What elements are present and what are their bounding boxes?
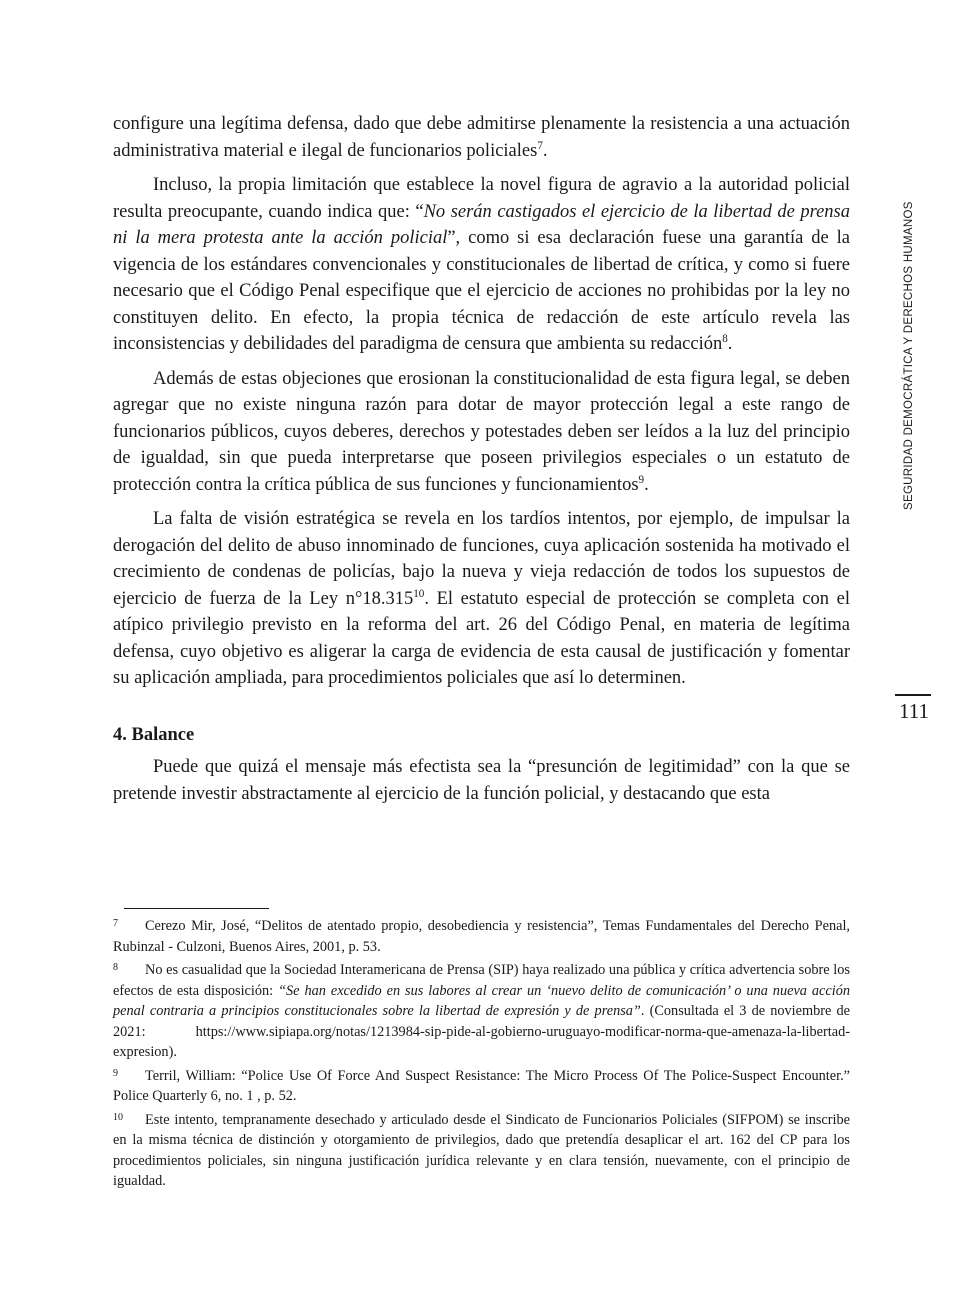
paragraph-3: Además de estas objeciones que erosionan la constitucionalidad de esta figura legal, se deben agregar que no existe ninguna razón para dotar de mayor protección legal a este rango de funcionarios públicos, cuyos deberes, derechos y potestades deben ser leídos a la luz del principio de igualdad, sin que pueda interpretarse que poseen privilegios especiales o un estatuto de protección contra la crítica pública de sus funciones y funcionamientos$^9$. (113, 368, 850, 495)
footnote-8: 8 No es casualidad que la Sociedad Interamericana de Prensa (SIP) haya realizado una pública y crítica advertencia sobre los efectos de esta disposición: “Se han excedido en sus labores al crear un ‘nuevo delito de comunicación’ o una nueva acción penal contraria a principios constitucionales sobre la libertad de expresión y de prensa”. (Consultada el 3 de noviembre de 2021: https://www.sipiapa.org/notas/1213984-sip-pide-al-gobierno-uruguayo-modificar-norma-que-amenaza-la-libertad-expresion). (113, 958, 850, 1063)
footnote-number: 9 (113, 1067, 118, 1079)
page-number: 111 (899, 699, 929, 723)
footnote-number: 10 (113, 1111, 123, 1123)
footnote-10: 10 Este intento, tempranamente desechado y articulado desde el Sindicato de Funcionarios Policiales (SIFPOM) se inscribe en la misma técnica de distinción y otorgamiento de privilegios, dado que pretendía desaplicar el art. 162 del CP para los procedimientos policiales, sin ninguna justificación jurídica relevante y en clara tensión, nuevamente, con el principio de igualdad. (113, 1108, 850, 1192)
footnote-7: 7 Cerezo Mir, José, “Delitos de atentado propio, desobediencia y resistencia”, Temas Fundamentales del Derecho Penal, Rubinzal - Culzoni, Buenos Aires, 2001, p. 53. (113, 914, 850, 957)
footnote-divider (124, 908, 269, 909)
paragraph-5: Puede que quizá el mensaje más efectista sea la “presunción de legitimidad” con la que se pretende investir abstractamente al ejercicio de la función policial, y destacando que esta (113, 757, 850, 804)
footnote-9: 9 Terril, William: “Police Use Of Force And Suspect Resistance: The Micro Process Of The Police-Suspect Encounter.” Police Quarterly 6, no. 1 , p. 52. (113, 1064, 850, 1107)
footnote-ref-10: 10 (413, 587, 425, 600)
paragraph-1: configure una legítima defensa, dado que debe admitirse plenamente la resistencia a una actuación administrativa material e ilegal de funcionarios policiales$^7$. (113, 114, 850, 161)
section-heading: 4. Balance (113, 724, 195, 745)
main-text (113, 111, 850, 815)
footnote-number: 7 (113, 918, 118, 929)
footnote-number: 8 (113, 962, 118, 973)
running-header: SEGURIDAD DEMOCRÁTICA Y DERECHOS HUMANOS (903, 201, 915, 510)
paragraph-4: La falta de visión estratégica se revela en los tardíos intentos, por ejemplo, de impulsar la derogación del delito de abuso innominado de funciones, cuya aplicación sostenida ha motivado el crecimiento de condenas de policías, bajo la nueva y vieja redacción de todos los supuestos de ejercicio de fuerza de la Ley n°18.315$^{10}$. El estatuto especial de protección se completa con el atípico privilegio previsto en la reforma del art. 26 del Código Penal, en materia de legítima defensa, cuyo objetivo es aligerar la carga de evidencia de esta causal de justificación y fomentar su aplicación ampliada, para procedimientos policiales que así lo determinen. (113, 509, 850, 688)
footnotes (113, 914, 850, 1193)
footnote-ref-7: 7 (537, 139, 543, 152)
footnote-ref-9: 9 (638, 473, 645, 486)
quoted-text: No serán castigados el ejercicio de la libertad de prensa ni la mera protesta ante la acción policial (113, 201, 850, 248)
paragraph-2: Incluso, la propia limitación que establece la novel figura de agravio a la autoridad policial resulta preocupante, cuando indica que: “No serán castigados el ejercicio de la libertad de prensa ni la mera protesta ante la acción policial”, como si esa declaración fuese una garantía de la vigencia de los estándares convencionales y constitucionales de libertad de crítica, y como si fuere necesario que el Código Penal especifique que el ejercicio de acciones no prohibidas por la ley no constituyen delito. En efecto, la propia técnica de redacción de este artículo revela las inconsistencias y debilidades del paradigma de censura que ambienta su redacción$^8$. (113, 175, 850, 354)
footnote-ref-8: 8 (722, 332, 728, 345)
quoted-text: “Se han excedido en sus labores al crear un ‘nuevo delito de comunicación’ o una nueva acción penal contraria a principios constitucionales sobre la libertad de expresión y de prensa” (113, 982, 850, 1019)
page-number-rule (895, 694, 931, 696)
